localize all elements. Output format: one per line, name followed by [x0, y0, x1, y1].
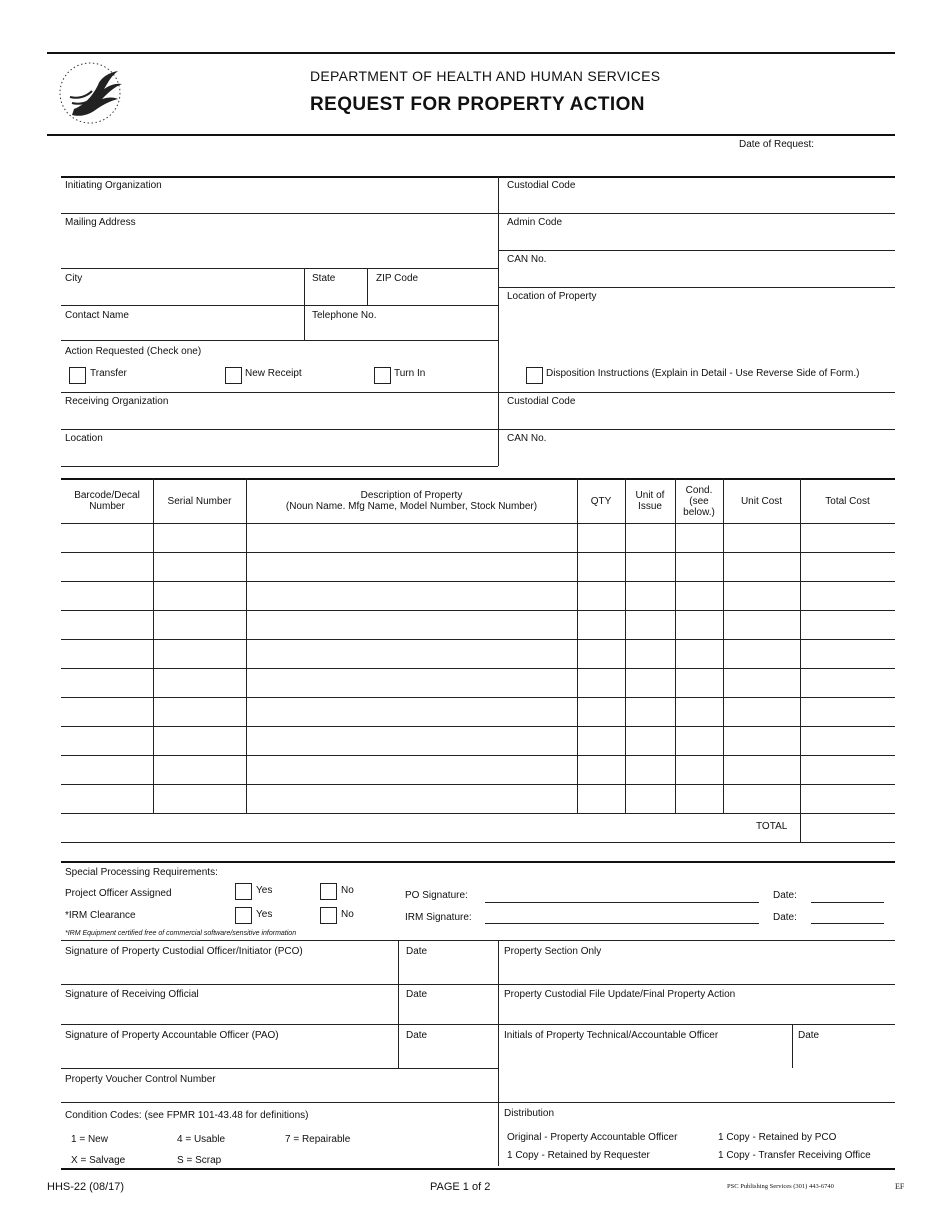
new-receipt-checkbox[interactable]	[225, 367, 242, 384]
top-divider	[498, 176, 499, 466]
col-qty-header: QTY	[590, 495, 612, 507]
header-bottom-rule	[47, 134, 895, 136]
property-section-only-label: Property Section Only	[504, 946, 602, 957]
table-col-line	[675, 478, 676, 813]
row-line	[498, 287, 895, 288]
row-line	[61, 1024, 895, 1025]
distribution-1: Original - Property Accountable Officer	[507, 1132, 678, 1143]
publisher-credit: PSC Publishing Services (301) 443-6740	[727, 1183, 834, 1190]
irm-signature-line[interactable]	[485, 923, 759, 924]
table-row-line	[61, 755, 895, 756]
table-col-line	[153, 478, 154, 813]
receiving-can-no-label: CAN No.	[507, 433, 547, 444]
mailing-address-label: Mailing Address	[65, 217, 136, 228]
table-row-line	[61, 581, 895, 582]
table-row-line	[61, 552, 895, 553]
table-row-line	[61, 784, 895, 785]
po-signature-line[interactable]	[485, 902, 759, 903]
pco-date-label: Date	[406, 946, 428, 957]
table-col-line	[800, 478, 801, 813]
admin-code-label: Admin Code	[507, 217, 563, 228]
col-barcode-header: Barcode/Decal Number	[74, 490, 140, 512]
project-officer-label: Project Officer Assigned	[65, 888, 172, 899]
pao-signature-label: Signature of Property Accountable Officer (PAO)	[65, 1030, 279, 1041]
transfer-label: Transfer	[90, 368, 127, 379]
ef-mark: EF	[895, 1182, 905, 1191]
initials-date-label: Date	[798, 1030, 820, 1041]
voucher-label: Property Voucher Control Number	[65, 1074, 216, 1085]
po-no-checkbox[interactable]	[320, 883, 337, 900]
irm-note: *IRM Equipment certified free of commercial software/sensitive information	[65, 930, 297, 937]
table-bottom-rule	[61, 842, 895, 843]
table-row-line	[61, 726, 895, 727]
po-yes-label: Yes	[256, 885, 273, 896]
irm-signature-label: IRM Signature:	[405, 912, 472, 923]
transfer-checkbox[interactable]	[69, 367, 86, 384]
table-col-line	[246, 478, 247, 813]
po-date-label: Date:	[773, 890, 797, 901]
receiving-org-label: Receiving Organization	[65, 396, 169, 407]
table-header-rule	[61, 523, 895, 524]
row-line	[61, 984, 895, 985]
can-no-label: CAN No.	[507, 254, 547, 265]
col-unit-cost-header: Unit Cost	[740, 495, 783, 507]
col-line	[792, 1024, 793, 1068]
row-line	[61, 466, 498, 467]
pco-signature-label: Signature of Property Custodial Officer/Initiator (PCO)	[65, 946, 303, 957]
receiving-official-label: Signature of Receiving Official	[65, 989, 199, 1000]
file-update-label: Property Custodial File Update/Final Property Action	[504, 989, 736, 1000]
irm-clearance-label: *IRM Clearance	[65, 910, 136, 921]
col-line	[367, 268, 368, 305]
col-description-header: Description of Property (Noun Name. Mfg Name, Model Number, Stock Number)	[285, 490, 538, 512]
col-condition-header: Cond. (see below.)	[683, 484, 715, 518]
row-line	[61, 1068, 498, 1069]
irm-date-label: Date:	[773, 912, 797, 923]
page-number: PAGE 1 of 2	[430, 1181, 491, 1193]
irm-no-checkbox[interactable]	[320, 907, 337, 924]
initiating-org-label: Initiating Organization	[65, 180, 162, 191]
action-requested-label: Action Requested (Check one)	[65, 346, 202, 357]
distribution-3: 1 Copy - Retained by Requester	[507, 1150, 650, 1161]
row-line	[61, 305, 498, 306]
city-label: City	[65, 273, 83, 284]
table-row-line	[61, 610, 895, 611]
department-name: DEPARTMENT OF HEALTH AND HUMAN SERVICES	[310, 68, 661, 84]
table-row-line	[61, 813, 895, 814]
state-label: State	[312, 273, 336, 284]
turn-in-checkbox[interactable]	[374, 367, 391, 384]
col-serial-header: Serial Number	[167, 495, 232, 507]
distribution-2: 1 Copy - Retained by PCO	[718, 1132, 837, 1143]
contact-name-label: Contact Name	[65, 310, 129, 321]
irm-date-line[interactable]	[811, 923, 884, 924]
irm-yes-label: Yes	[256, 909, 273, 920]
row-line	[61, 1102, 895, 1103]
row-line	[61, 392, 895, 393]
po-no-label: No	[341, 885, 354, 896]
condition-7: 7 = Repairable	[285, 1134, 351, 1145]
row-line	[61, 429, 895, 430]
condition-s: S = Scrap	[177, 1155, 222, 1166]
col-total-cost-header: Total Cost	[825, 495, 870, 507]
condition-codes-heading: Condition Codes: (see FPMR 101-43.48 for definitions)	[65, 1110, 309, 1121]
section-rule	[61, 176, 895, 178]
row-line	[498, 250, 895, 251]
special-rule	[61, 861, 895, 863]
irm-yes-checkbox[interactable]	[235, 907, 252, 924]
col-line	[398, 940, 399, 1068]
top-rule	[47, 52, 895, 54]
special-processing-heading: Special Processing Requirements:	[65, 867, 218, 878]
col-unit-issue-header: Unit of Issue	[635, 490, 665, 512]
new-receipt-label: New Receipt	[245, 368, 302, 379]
custodial-code-label: Custodial Code	[507, 180, 576, 191]
condition-1: 1 = New	[71, 1134, 108, 1145]
disposition-label: Disposition Instructions (Explain in Detail - Use Reverse Side of Form.)	[546, 368, 860, 379]
location-label: Location	[65, 433, 103, 444]
location-of-property-label: Location of Property	[507, 291, 597, 302]
initials-label: Initials of Property Technical/Accountable Officer	[504, 1030, 719, 1041]
condition-x: X = Salvage	[71, 1155, 126, 1166]
po-signature-label: PO Signature:	[405, 890, 468, 901]
hhs-eagle-logo-icon	[52, 57, 132, 129]
form-number: HHS-22 (08/17)	[47, 1181, 125, 1193]
distribution-4: 1 Copy - Transfer Receiving Office	[718, 1150, 871, 1161]
date-of-request-label: Date of Request:	[739, 139, 815, 150]
distribution-heading: Distribution	[504, 1108, 555, 1119]
table-col-line	[723, 478, 724, 813]
turn-in-label: Turn In	[394, 368, 426, 379]
pao-date-label: Date	[406, 1030, 428, 1041]
irm-no-label: No	[341, 909, 354, 920]
disposition-checkbox[interactable]	[526, 367, 543, 384]
col-line	[304, 268, 305, 340]
receiving-date-label: Date	[406, 989, 428, 1000]
receiving-custodial-code-label: Custodial Code	[507, 396, 576, 407]
total-cell-line	[800, 813, 801, 842]
row-line	[61, 213, 895, 214]
table-col-line	[577, 478, 578, 813]
po-yes-checkbox[interactable]	[235, 883, 252, 900]
zip-code-label: ZIP Code	[376, 273, 419, 284]
table-row-line	[61, 639, 895, 640]
table-col-line	[625, 478, 626, 813]
page-title: REQUEST FOR PROPERTY ACTION	[310, 94, 645, 115]
table-row-line	[61, 697, 895, 698]
table-row-line	[61, 668, 895, 669]
total-label: TOTAL	[756, 821, 788, 832]
row-line	[61, 940, 895, 941]
row-line	[61, 268, 498, 269]
po-date-line[interactable]	[811, 902, 884, 903]
bottom-rule	[61, 1168, 895, 1170]
col-line	[498, 940, 499, 1166]
condition-4: 4 = Usable	[177, 1134, 226, 1145]
telephone-label: Telephone No.	[312, 310, 377, 321]
row-line	[61, 340, 498, 341]
